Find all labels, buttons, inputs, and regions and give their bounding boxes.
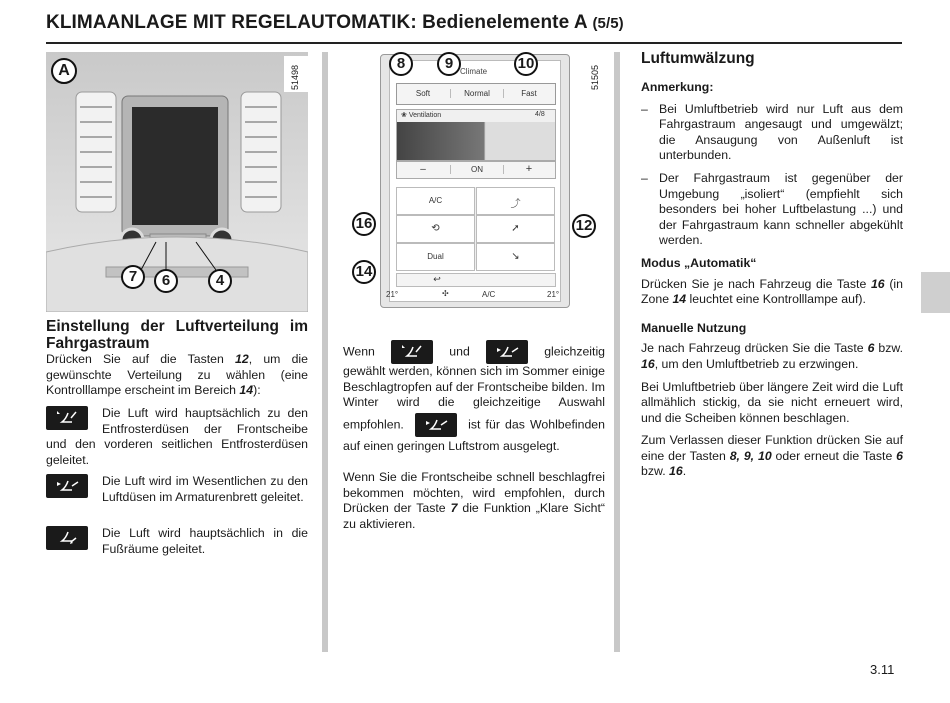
control-grid — [396, 187, 554, 269]
figure-climate-screen — [342, 52, 607, 314]
screen-frame — [380, 54, 570, 308]
page-title — [46, 12, 624, 34]
distribution-item-1: Die Luft wird hauptsächlich zu den Entfrosterdüsen der Frontscheibe und den vorderen seitlichen Entfrosterdüsen geleitet. — [46, 406, 308, 467]
airflow-dash-icon — [415, 413, 457, 437]
ventilation-level: 4/8 — [535, 111, 545, 118]
dashboard-illustration — [46, 52, 308, 312]
screen-title: Climate — [460, 67, 488, 76]
callout-6: 6 — [154, 269, 178, 293]
manual-text: Je nach Fahrzeug drücken Sie die Taste 6 bzw. 16, um den Umluftbetrieb zu erzwingen. — [641, 341, 903, 371]
center-paragraph-1: Wenn und gleichzeitig gewählt werden, können sich im Sommer einige Beschlagtropfen auf der Frontscheibe bilden. Im Winter wird die gleichzeitige Auswahl empfohlen. ist für das Wohlbefinden auf einen geringen Luftstrom ausgelegt. — [343, 340, 605, 454]
ventilation-label: ❀ Ventilation — [401, 112, 442, 119]
screen — [389, 60, 561, 302]
mode-soft[interactable]: Soft — [415, 89, 431, 98]
bullet-1: – Bei Umluftbetrieb wird nur Luft aus dem Fahrgastraum angesaugt und umgewälzt; die Ansaugung von Außenluft ist unterbunden. — [641, 101, 903, 163]
back-bar[interactable]: ↩ — [396, 273, 556, 287]
callout-16: 16 — [352, 212, 376, 236]
fan-on-button[interactable]: ON — [450, 165, 504, 174]
figure-label-a: A — [51, 58, 77, 84]
manual-heading: Manuelle Nutzung — [641, 320, 747, 335]
fan-icon: ✣ — [442, 289, 449, 298]
callout-12: 12 — [572, 214, 596, 238]
airflow-feet-icon — [46, 526, 88, 550]
auto-text: Drücken Sie je nach Fahrzeug die Taste 16 (in Zone 14 leuchtet eine Kontrolllampe auf). — [641, 276, 903, 307]
section-heading-luftverteilung: Einstellung der Luftverteilung im Fahrgastraum — [46, 318, 308, 352]
mode-fast[interactable]: Fast — [521, 89, 537, 98]
callout-9: 9 — [437, 52, 461, 76]
image-id: 51498 — [284, 56, 308, 92]
fan-controls — [396, 161, 556, 179]
center-paragraph-2: Wenn Sie die Frontscheibe schnell beschlagfrei bekommen möchten, wird empfohlen, durch Drücken der Taste 7 die Funktion „Klare Sicht“ zu aktivieren. — [343, 470, 605, 531]
callout-14: 14 — [352, 260, 376, 284]
temp-right: 21° — [547, 290, 560, 299]
temp-left: 21° — [386, 290, 399, 299]
left-column — [46, 318, 308, 399]
auto-heading: Modus „Automatik“ — [641, 255, 757, 270]
figure-dashboard — [46, 52, 308, 312]
fan-plus-button[interactable]: + — [525, 163, 533, 175]
ventilation-bar[interactable] — [396, 109, 556, 161]
title-text: KLIMAANLAGE MIT REGELAUTOMATIK: Bedienelemente A — [46, 12, 588, 33]
chapter-tab — [921, 272, 950, 313]
status-ac: A/C — [482, 290, 496, 299]
header-rule — [46, 42, 902, 44]
airflow-dash-icon — [46, 474, 88, 498]
mode-normal[interactable]: Normal — [450, 89, 504, 98]
column-divider-1 — [322, 52, 328, 652]
intro-paragraph: Drücken Sie auf die Tasten 12, um die gewünschte Verteilung zu wählen (eine Kontrolllampe erscheint im Bereich 14): — [46, 352, 309, 398]
page-number: 3.11 — [870, 662, 895, 677]
column-divider-2 — [614, 52, 620, 652]
airflow-windshield-icon — [391, 340, 433, 364]
manual-p3: Zum Verlassen dieser Funktion drücken Sie auf eine der Tasten 8, 9, 10 oder erneut die Taste 6 bzw. 16. — [641, 433, 904, 479]
heading-luftumwaelzung: Luftumwälzung — [641, 50, 755, 67]
ac-button[interactable]: A/C — [396, 187, 475, 215]
dual-button[interactable]: Dual — [396, 243, 475, 271]
bullet-2: – Der Fahrgastraum ist gegenüber der Umgebung „isoliert“ (empfiehlt sich besonders bei hoher Luftbelastung ...) und der Fahrgastraum kann schneller abgekühlt werden. — [641, 170, 903, 248]
callout-8: 8 — [389, 52, 413, 76]
manual-p2: Bei Umluftbetrieb über längere Zeit wird die Luft allmählich stickig, da sie nicht erneuert wird, und die Scheiben können beschlagen. — [641, 379, 903, 425]
mode-tabs — [396, 83, 556, 105]
auto-recirc-button[interactable]: ⟲ — [396, 215, 475, 243]
distribution-item-3: Die Luft wird hauptsächlich in die Fußräume geleitet. — [46, 526, 308, 557]
status-bar — [382, 288, 568, 302]
page-of: (5/5) — [592, 15, 624, 32]
fan-minus-button[interactable]: – — [420, 164, 426, 175]
airflow-windshield-icon — [46, 406, 88, 430]
callout-10: 10 — [514, 52, 538, 76]
distribution-item-2: Die Luft wird im Wesentlichen zu den Luftdüsen im Armaturenbrett geleitet. — [46, 474, 308, 505]
note-heading: Anmerkung: — [641, 80, 714, 94]
right-column — [641, 50, 903, 480]
airflow-dash-button[interactable]: ➚ — [476, 215, 555, 243]
airflow-feet-button[interactable]: ↘ — [476, 243, 555, 271]
callout-7: 7 — [121, 265, 145, 289]
airflow-windshield-button[interactable]: ⤴ — [476, 187, 555, 215]
image-id-center: 51505 — [590, 64, 600, 90]
callout-4: 4 — [208, 269, 232, 293]
airflow-dash-icon — [486, 340, 528, 364]
